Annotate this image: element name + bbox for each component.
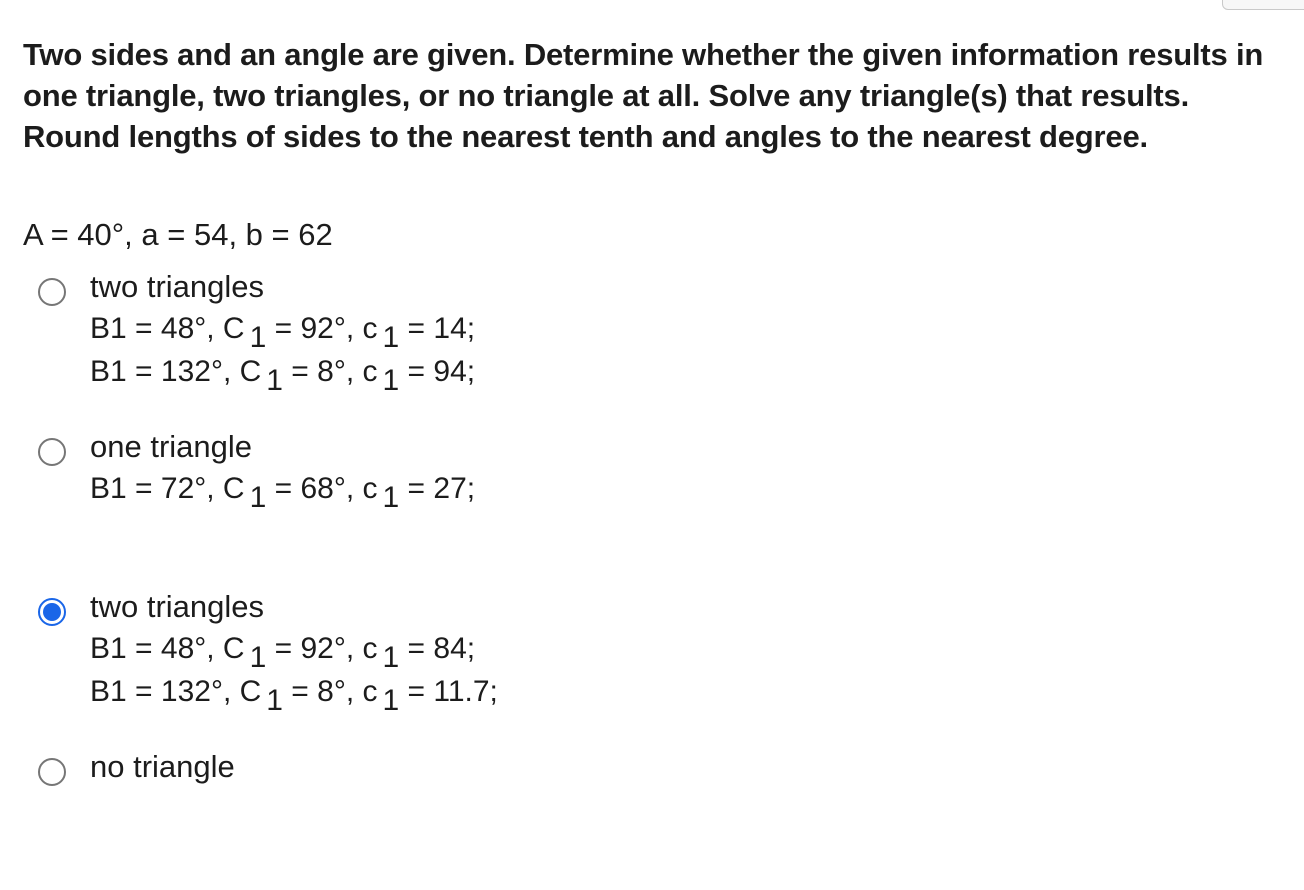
c-side-value: = 27; [399, 472, 476, 505]
b-value: = 132°, C [126, 355, 262, 388]
option-a-solution-2 [90, 350, 476, 397]
subscript: 1 [249, 481, 267, 514]
c-side-value: = 11.7; [399, 675, 498, 708]
option-a-label: two triangles [90, 269, 265, 304]
subscript: 1 [266, 364, 283, 397]
question-text: Two sides and an angle are given. Determine whether the given information results in one triangle, two triangles, or no triangle at all. Solve any triangle(s) that results. Round lengths of sides to the nearest tenth and angles to the nearest degree. [23, 37, 1264, 154]
option-b-label: one triangle [90, 429, 253, 464]
c-side-value: = 84; [399, 632, 476, 665]
option-b-body [90, 427, 476, 514]
c-side-value: = 14; [399, 312, 476, 345]
option-d-label: no triangle [90, 749, 235, 784]
c-angle-value: = 8°, c [282, 355, 378, 388]
option-d-radio[interactable] [38, 758, 66, 786]
option-c-solution-2 [90, 670, 498, 717]
subscript: 1 [249, 321, 267, 354]
option-c-radio[interactable] [38, 598, 66, 626]
option-a-solution-1 [90, 307, 476, 354]
subscript: 1 [382, 684, 400, 717]
b-value: = 48°, C [126, 312, 245, 345]
option-c-solution-1 [90, 627, 498, 674]
b-label: B1 [90, 355, 127, 388]
subscript: 1 [382, 364, 400, 397]
subscript: 1 [382, 641, 400, 674]
c-angle-value: = 68°, c [266, 472, 378, 505]
c-angle-value: = 92°, c [266, 632, 378, 665]
subscript: 1 [249, 641, 267, 674]
option-c-body [90, 587, 498, 717]
b-label: B1 [90, 312, 127, 345]
b-value: = 48°, C [126, 632, 245, 665]
subscript: 1 [382, 321, 400, 354]
c-angle-value: = 92°, c [266, 312, 378, 345]
subscript: 1 [382, 481, 400, 514]
option-d-body [90, 747, 235, 787]
b-label: B1 [90, 632, 127, 665]
given-values: A = 40°, a = 54, b = 62 [23, 217, 333, 252]
b-label: B1 [90, 675, 127, 708]
option-a-radio[interactable] [38, 278, 66, 306]
option-b-solution-1 [90, 467, 476, 514]
option-b-radio[interactable] [38, 438, 66, 466]
option-c-label: two triangles [90, 589, 265, 624]
c-side-value: = 94; [399, 355, 476, 388]
option-a-body [90, 267, 476, 397]
c-angle-value: = 8°, c [282, 675, 378, 708]
b-value: = 132°, C [126, 675, 262, 708]
b-label: B1 [90, 472, 127, 505]
subscript: 1 [266, 684, 283, 717]
b-value: = 72°, C [126, 472, 245, 505]
